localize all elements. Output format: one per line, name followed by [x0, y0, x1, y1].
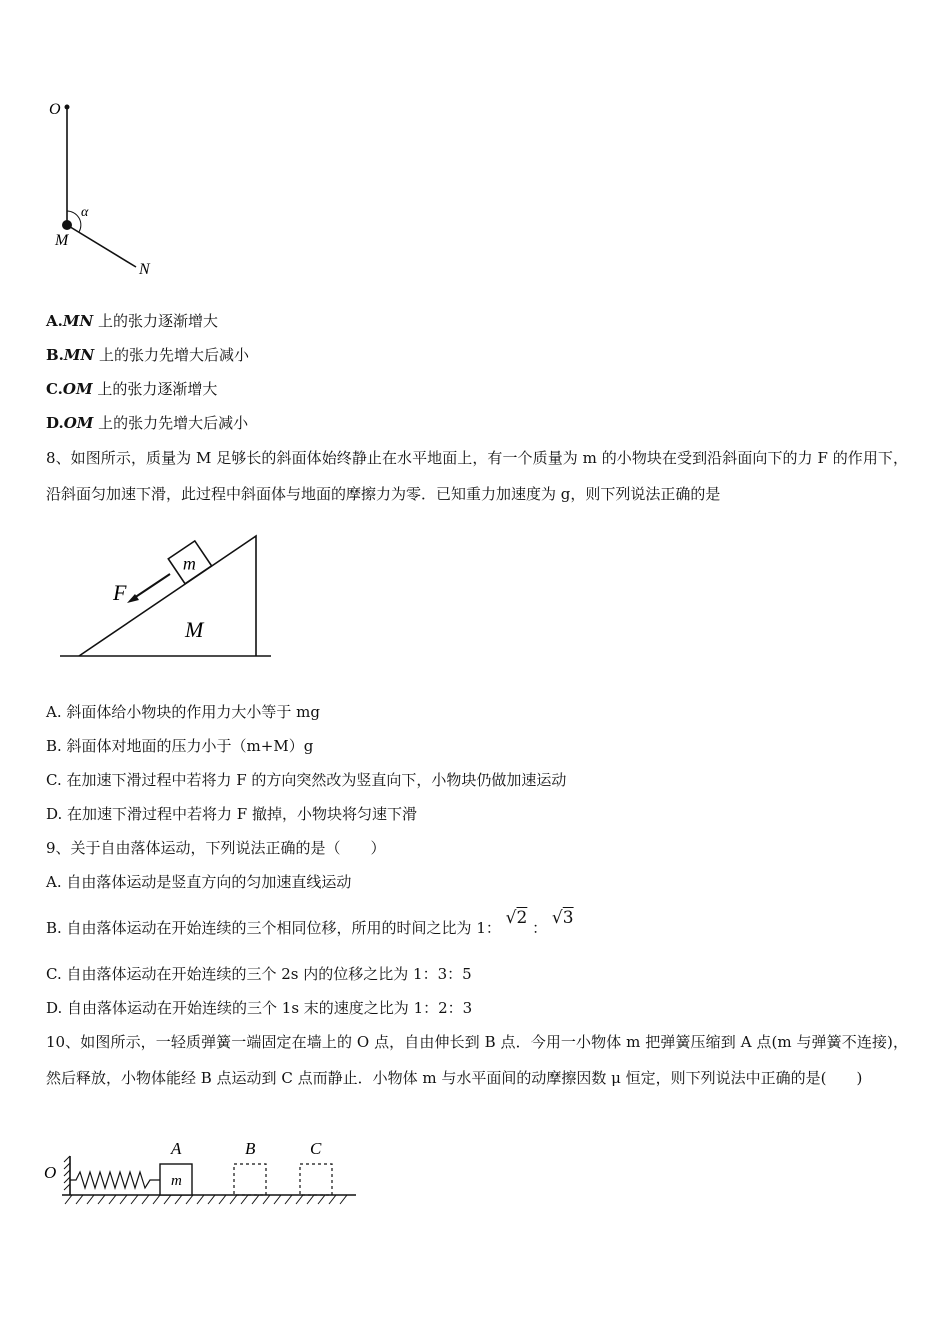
label-m: m	[171, 1173, 182, 1189]
q8-option-b: B. 斜面体对地面的压力小于（m+M）g	[46, 737, 314, 755]
label-c: C	[310, 1139, 322, 1158]
label-o: O	[44, 1163, 57, 1182]
wall-hatching	[64, 1156, 70, 1190]
q9-option-b	[46, 908, 574, 938]
option-text: 上的张力逐渐增大	[92, 380, 218, 398]
incline	[79, 536, 256, 656]
q8-option-d: D. 在加速下滑过程中若将力 F 撤掉，小物块将匀速下滑	[46, 805, 417, 823]
small-block	[168, 541, 211, 584]
option-text: 上的张力先增大后减小	[94, 346, 250, 364]
sqrt-two: √2	[505, 908, 528, 928]
rope-mn	[67, 225, 136, 267]
option-prefix: C.	[46, 380, 63, 398]
radicand: 2	[516, 908, 528, 928]
option-text: 上的张力逐渐增大	[93, 312, 218, 330]
option-var: OM	[63, 414, 94, 432]
point-o	[65, 105, 70, 110]
q8-figure	[55, 530, 280, 665]
label-n: N	[139, 261, 150, 278]
label-m: M	[55, 232, 69, 249]
option-prefix: D.	[46, 414, 64, 432]
q10-figure	[40, 1134, 365, 1214]
position-c-box	[300, 1164, 332, 1195]
q8-stem: 8、如图所示，质量为 M 足够长的斜面体始终静止在水平地面上，有一个质量为 m 的小物块在受到沿斜面向下的力 F 的作用下，沿斜面匀加速下滑，此过程中斜面体与地面的摩擦力为零．已知重力加速度为 g，则下列说法正确的是	[46, 449, 908, 503]
q7-option-d	[46, 413, 248, 433]
option-text: 上的张力先增大后减小	[93, 414, 249, 432]
option-prefix: B.	[46, 346, 64, 364]
q7-option-b	[46, 345, 249, 365]
label-small-m: m	[182, 553, 196, 574]
label-o: O	[49, 101, 61, 118]
q9-option-a: A. 自由落体运动是竖直方向的匀加速直线运动	[46, 873, 352, 891]
point-m	[62, 220, 72, 230]
q10-stem: 10、如图所示，一轻质弹簧一端固定在墙上的 O 点，自由伸长到 B 点．今用一小物体 m 把弹簧压缩到 A 点(m 与弹簧不连接)，然后释放，小物体能经 B 点运动到 C 点而静止．小物体 m 与水平面间的动摩擦因数 μ 恒定，则下列说法中正确的是( )	[46, 1033, 908, 1087]
q8-option-c: C. 在加速下滑过程中若将力 F 的方向突然改为竖直向下，小物块仍做加速运动	[46, 771, 567, 789]
q9-option-d: D. 自由落体运动在开始连续的三个 1s 末的速度之比为 1：2：3	[46, 999, 473, 1017]
option-text: B. 自由落体运动在开始连续的三个相同位移，所用的时间之比为 1：	[46, 919, 501, 937]
position-b-box	[234, 1164, 266, 1195]
label-alpha: α	[81, 205, 89, 220]
floor-hatching	[65, 1195, 347, 1204]
q9-option-c: C. 自由落体运动在开始连续的三个 2s 内的位移之比为 1：3：5	[46, 965, 472, 983]
q8-option-a: A. 斜面体给小物块的作用力大小等于 mg	[46, 703, 320, 721]
q9-stem: 9、关于自由落体运动，下列说法正确的是（ ）	[46, 839, 386, 857]
spring	[70, 1172, 160, 1188]
label-big-m: M	[185, 617, 204, 642]
q7-figure	[40, 95, 170, 285]
radicand: 3	[562, 908, 574, 928]
option-prefix: A.	[46, 312, 63, 330]
option-var: OM	[62, 380, 93, 398]
q7-option-a	[46, 311, 218, 331]
q7-option-c	[46, 379, 217, 399]
sqrt-three: √3	[551, 908, 574, 928]
label-a: A	[171, 1139, 182, 1158]
label-f: F	[113, 580, 127, 605]
label-b: B	[245, 1139, 256, 1158]
option-var: MN	[62, 312, 94, 330]
force-arrow	[131, 574, 170, 600]
ratio-sep: ：	[532, 919, 548, 937]
option-var: MN	[63, 346, 95, 364]
